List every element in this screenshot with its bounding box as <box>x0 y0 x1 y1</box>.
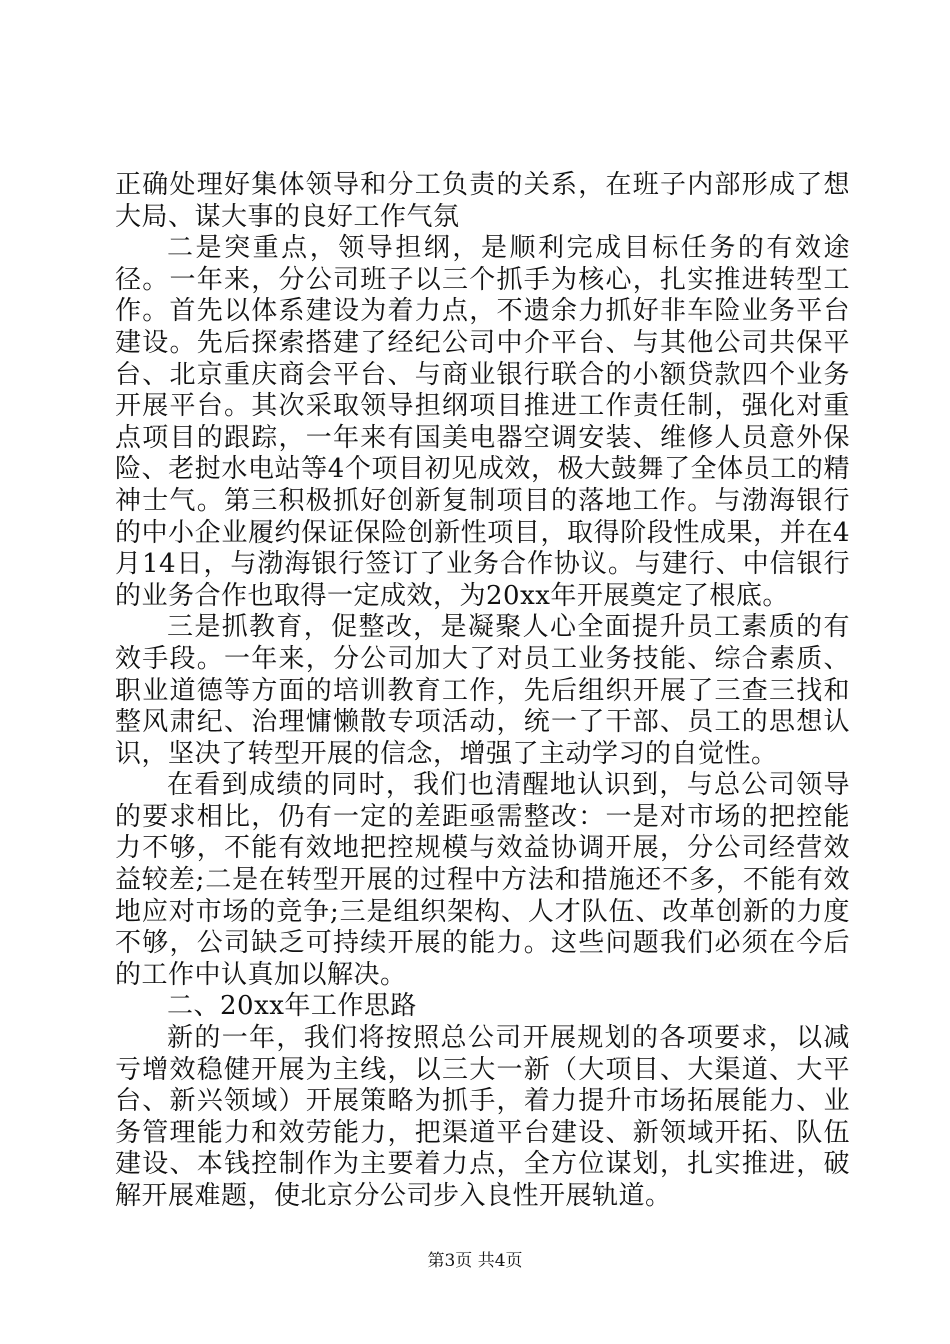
paragraph-key-points: 二是突重点，领导担纲，是顺利完成目标任务的有效途径。一年来，分公司班子以三个抓手为核心，扎实推进转型工作。首先以体系建设为着力点，不遗余力抓好非车险业务平台建设。先后探索搭建了经纪公司中介平台、与其他公司共保平台、北京重庆商会平台、与商业银行联合的小额贷款四个业务开展平台。其次采取领导担纲项目推进工作责任制，强化对重点项目的跟踪，一年来有国美电器空调安装、维修人员意外保险、老挝水电站等4个项目初见成效，极大鼓舞了全体员工的精神士气。第三积极抓好创新复制项目的落地工作。与渤海银行的中小企业履约保证保险创新性项目，取得阶段性成果，并在4月14日，与渤海银行签订了业务合作协议。与建行、中信银行的业务合作也取得一定成效，为20xx年开展奠定了根底。 <box>115 233 850 611</box>
paragraph-shortcomings: 在看到成绩的同时，我们也清醒地认识到，与总公司领导的要求相比，仍有一定的差距亟需整改：一是对市场的把控能力不够，不能有效地把控规模与效益协调开展，分公司经营效益较差;二是在转型开展的过程中方法和措施还不多，不能有效地应对市场的竞争;三是组织架构、人才队伍、改革创新的力度不够，公司缺乏可持续开展的能力。这些问题我们必须在今后的工作中认真加以解决。 <box>115 770 850 990</box>
paragraph-continuation: 正确处理好集体领导和分工负责的关系，在班子内部形成了想大局、谋大事的良好工作气氛 <box>115 170 850 232</box>
section-heading-work-plan: 二、20xx年工作思路 <box>167 991 417 1022</box>
page-footer: 第3页 共4页 <box>427 1251 523 1271</box>
document-body <box>115 170 850 1213</box>
paragraph-education: 三是抓教育，促整改，是凝聚人心全面提升员工素质的有效手段。一年来，分公司加大了对员工业务技能、综合素质、职业道德等方面的培训教育工作，先后组织开展了三查三找和整风肃纪、治理慵懒散专项活动，统一了干部、员工的思想认识，坚决了转型开展的信念，增强了主动学习的自觉性。 <box>115 612 850 769</box>
paragraph-new-year-plan: 新的一年，我们将按照总公司开展规划的各项要求，以减亏增效稳健开展为主线，以三大一新（大项目、大渠道、大平台、新兴领域）开展策略为抓手，着力提升市场拓展能力、业务管理能力和效劳能力，把渠道平台建设、新领域开拓、队伍建设、本钱控制作为主要着力点，全方位谋划，扎实推进，破解开展难题，使北京分公司步入良性开展轨道。 <box>115 1023 850 1211</box>
